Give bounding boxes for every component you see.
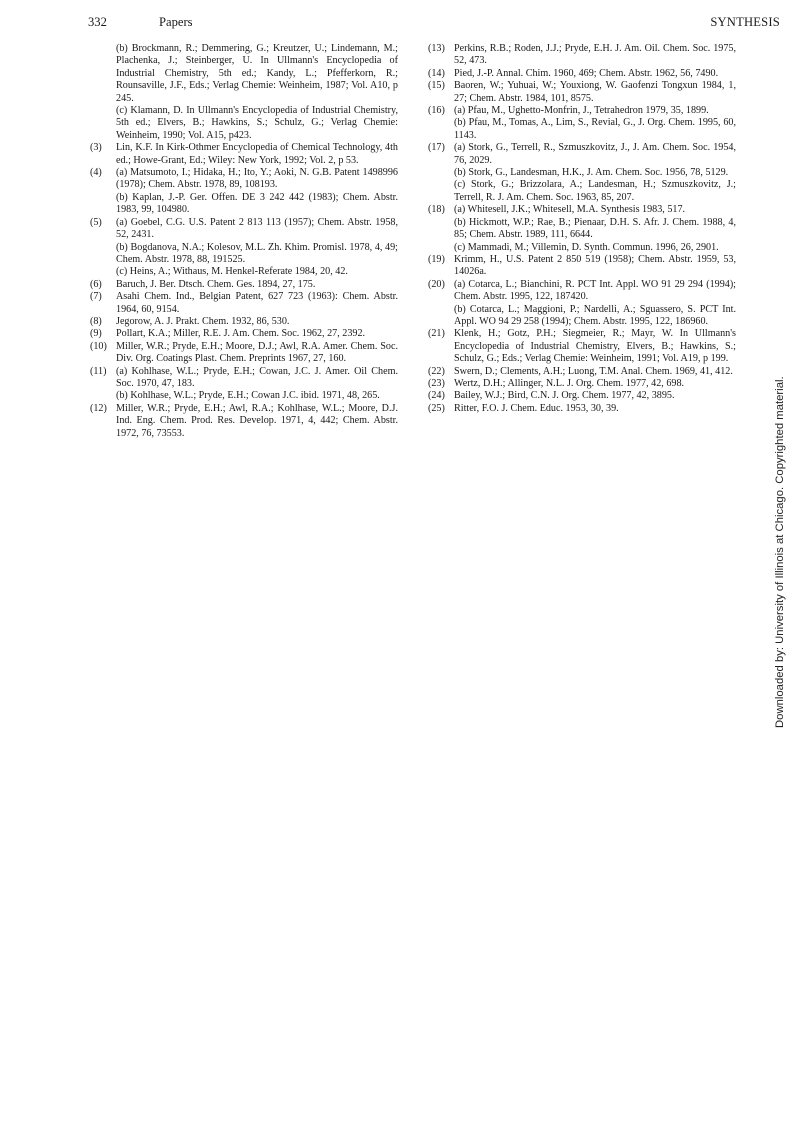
reference-text: (a) Whitesell, J.K.; Whitesell, M.A. Synthesis 1983, 517. bbox=[454, 204, 686, 216]
reference-entry bbox=[90, 403, 398, 440]
reference-body bbox=[454, 142, 736, 204]
reference-number: (15) bbox=[428, 80, 445, 92]
references-right-column bbox=[428, 43, 736, 415]
reference-text: Asahi Chem. Ind., Belgian Patent, 627 723 (1963): Chem. Abstr. 1964, 60, 9154. bbox=[116, 291, 398, 315]
reference-entry bbox=[90, 279, 398, 291]
reference-body bbox=[454, 105, 736, 142]
reference-text: Bailey, W.J.; Bird, C.N. J. Org. Chem. 1977, 42, 3895. bbox=[454, 390, 675, 402]
reference-body bbox=[454, 68, 736, 80]
reference-text: (c) Heins, A.; Withaus, M. Henkel-Referate 1984, 20, 42. bbox=[116, 266, 348, 278]
reference-body bbox=[454, 43, 736, 68]
reference-body bbox=[116, 43, 398, 142]
reference-entry bbox=[428, 80, 736, 105]
section-title: Papers bbox=[159, 15, 193, 29]
reference-entry bbox=[90, 328, 398, 340]
references-left-column bbox=[90, 43, 398, 440]
reference-text: Baruch, J. Ber. Dtsch. Chem. Ges. 1894, 27, 175. bbox=[116, 278, 316, 290]
reference-body bbox=[116, 167, 398, 217]
reference-text: (a) Goebel, C.G. U.S. Patent 2 813 113 (1957); Chem. Abstr. 1958, 52, 2431. bbox=[116, 216, 398, 241]
reference-number: (13) bbox=[428, 43, 445, 54]
reference-number: (20) bbox=[428, 278, 445, 290]
reference-entry bbox=[428, 390, 736, 402]
reference-number bbox=[90, 43, 116, 142]
reference-number: (16) bbox=[428, 105, 445, 117]
reference-entry bbox=[428, 328, 736, 365]
reference-number: (5) bbox=[90, 216, 102, 228]
reference-number: (12) bbox=[90, 402, 107, 414]
reference-entry bbox=[90, 167, 398, 217]
reference-body bbox=[454, 378, 736, 390]
reference-text: Miller, W.R.; Pryde, E.H.; Awl, R.A.; Kohlhase, W.L.; Moore, D.J. Ind. Eng. Chem. Prod. Res. Develop. 1971, 4, 442; Chem. Abstr. 1972, 76, 73553. bbox=[116, 402, 398, 439]
reference-text: (b) Bogdanova, N.A.; Kolesov, M.L. Zh. Khim. Promisl. 1978, 4, 49; Chem. Abstr. 1978, 88, 191525. bbox=[116, 241, 398, 265]
reference-text: (b) Stork, G., Landesman, H.K., J. Am. Chem. Soc. 1956, 78, 5129. bbox=[454, 167, 729, 179]
reference-text: (c) Klamann, D. In Ullmann's Encyclopedia of Industrial Chemistry, 5th ed.; Elvers, B.; Hawkins, S.; Schulz, G.; Verlag Chemie: Weinheim, 1990; Vol. A15, p423. bbox=[116, 105, 398, 141]
reference-text: (b) Kaplan, J.-P. Ger. Offen. DE 3 242 442 (1983); Chem. Abstr. 1983, 99, 104980. bbox=[116, 191, 398, 216]
reference-number: (4) bbox=[90, 167, 102, 179]
reference-text: (a) Matsumoto, I.; Hidaka, H.; Ito, Y.; Aoki, N. G.B. Patent 1498996 (1978); Chem. Abstr. 1978, 89, 108193. bbox=[116, 167, 398, 191]
reference-entry bbox=[428, 403, 736, 415]
reference-body bbox=[454, 390, 736, 402]
reference-body bbox=[116, 279, 398, 291]
download-watermark: Downloaded by: University of Illinois at Chicago. Copyrighted material. bbox=[774, 376, 786, 728]
reference-entry bbox=[428, 378, 736, 390]
reference-entry bbox=[90, 316, 398, 328]
reference-number: (8) bbox=[90, 315, 102, 327]
reference-number: (25) bbox=[428, 402, 445, 414]
reference-text: Perkins, R.B.; Roden, J.J.; Pryde, E.H. J. Am. Oil. Chem. Soc. 1975, 52, 473. bbox=[454, 43, 736, 67]
reference-entry bbox=[428, 68, 736, 80]
reference-text: (a) Stork, G., Terrell, R., Szmuszkovitz, J., J. Am. Chem. Soc. 1954, 76, 2029. bbox=[454, 142, 736, 166]
reference-text: (c) Stork, G.; Brizzolara, A.; Landesman, H.; Szmuszkovitz, J.; Terrell, R. J. Am. Chem. Soc. 1963, 85, 207. bbox=[454, 179, 736, 203]
reference-text: (a) Cotarca, L.; Bianchini, R. PCT Int. Appl. WO 91 29 294 (1994); Chem. Abstr. 1995, 122, 187420. bbox=[454, 278, 736, 303]
reference-number: (17) bbox=[428, 142, 445, 154]
reference-body bbox=[116, 403, 398, 440]
reference-number: (10) bbox=[90, 340, 107, 352]
reference-body bbox=[116, 341, 398, 366]
reference-body bbox=[454, 254, 736, 279]
reference-body bbox=[116, 291, 398, 316]
reference-text: (a) Pfau, M., Ughetto-Monfrin, J., Tetrahedron 1979, 35, 1899. bbox=[454, 105, 709, 117]
reference-text: Ritter, F.O. J. Chem. Educ. 1953, 30, 39. bbox=[454, 402, 619, 414]
reference-number: (22) bbox=[428, 365, 445, 377]
reference-body bbox=[454, 366, 736, 378]
reference-body bbox=[116, 316, 398, 328]
reference-text: Lin, K.F. In Kirk-Othmer Encyclopedia of Chemical Technology, 4th ed.; Howe-Grant, Ed.; Wiley: New York, 1992; Vol. 2, p 53. bbox=[116, 142, 398, 166]
reference-number: (6) bbox=[90, 278, 102, 290]
reference-body bbox=[454, 80, 736, 105]
reference-number: (21) bbox=[428, 328, 445, 340]
journal-name: SYNTHESIS bbox=[710, 15, 780, 29]
reference-number: (23) bbox=[428, 377, 445, 389]
reference-entry bbox=[90, 341, 398, 366]
reference-text: (b) Cotarca, L.; Maggioni, P.; Nardelli, A.; Sguassero, S. PCT Int. Appl. WO 94 29 258 (1994); Chem. Abstr. 1995, 122, 186960. bbox=[454, 303, 736, 327]
reference-number: (11) bbox=[90, 365, 107, 377]
reference-text: Klenk, H.; Gotz, P.H.; Siegmeier, R.; Mayr, W. In Ullmann's Encyclopedia of Industrial Chemistry, Elvers, B.; Hawkins, S.; Schulz, G.; Eds.; Verlag Chemie: Weinheim, 1991; Vol. A19, p 199. bbox=[454, 328, 736, 365]
reference-entry bbox=[428, 279, 736, 329]
reference-entry bbox=[428, 105, 736, 142]
reference-entry bbox=[90, 142, 398, 167]
reference-text: Jegorow, A. J. Prakt. Chem. 1932, 86, 530. bbox=[116, 315, 290, 327]
reference-text: Krimm, H., U.S. Patent 2 850 519 (1958); Chem. Abstr. 1959, 53, 14026a. bbox=[454, 253, 736, 278]
reference-number: (24) bbox=[428, 390, 445, 402]
reference-entry bbox=[428, 43, 736, 68]
reference-number: (7) bbox=[90, 291, 102, 303]
reference-number: (9) bbox=[90, 328, 102, 340]
reference-entry bbox=[428, 204, 736, 254]
reference-body bbox=[116, 142, 398, 167]
reference-text: Swern, D.; Clements, A.H.; Luong, T.M. Anal. Chem. 1969, 41, 412. bbox=[454, 365, 733, 377]
page-number: 332 bbox=[88, 15, 107, 29]
reference-entry bbox=[90, 43, 398, 142]
reference-entry bbox=[90, 366, 398, 403]
reference-body bbox=[454, 403, 736, 415]
reference-number: (18) bbox=[428, 204, 445, 216]
reference-number: (14) bbox=[428, 67, 445, 79]
reference-entry bbox=[428, 366, 736, 378]
reference-text: Wertz, D.H.; Allinger, N.L. J. Org. Chem. 1977, 42, 698. bbox=[454, 377, 685, 389]
reference-body bbox=[454, 279, 736, 329]
reference-text: Pollart, K.A.; Miller, R.E. J. Am. Chem. Soc. 1962, 27, 2392. bbox=[116, 328, 366, 340]
reference-text: Miller, W.R.; Pryde, E.H.; Moore, D.J.; Awl, R.A. Amer. Chem. Soc. Div. Org. Coatings Plast. Chem. Preprints 1967, 27, 160. bbox=[116, 340, 398, 365]
reference-text: (b) Hickmott, W.P.; Rae, B.; Pienaar, D.H. S. Afr. J. Chem. 1988, 4, 85; Chem. Abstr. 1989, 111, 6644. bbox=[454, 216, 736, 241]
page-header bbox=[88, 15, 780, 31]
reference-entry bbox=[428, 142, 736, 204]
reference-text: Baoren, W.; Yuhuai, W.; Youxiong, W. Gaofenzi Tongxun 1984, 1, 27; Chem. Abstr. 1984, 101, 8575. bbox=[454, 80, 736, 104]
reference-text: (b) Kohlhase, W.L.; Pryde, E.H.; Cowan J.C. ibid. 1971, 48, 265. bbox=[116, 390, 380, 402]
reference-text: Pied, J.-P. Annal. Chim. 1960, 469; Chem. Abstr. 1962, 56, 7490. bbox=[454, 67, 719, 79]
reference-body bbox=[454, 204, 736, 254]
reference-text: (a) Kohlhase, W.L.; Pryde, E.H.; Cowan, J.C. J. Amer. Oil Chem. Soc. 1970, 47, 183. bbox=[116, 365, 398, 389]
reference-text: (b) Brockmann, R.; Demmering, G.; Kreutzer, U.; Lindemann, M.; Plachenka, J.; Steinberger, U. In Ullmann's Encyclopedia of Industrial Chemistry, 5th ed.; Kandy, L.; Pfefferkorn, R.; Rounsaville, J.F., Eds.; Verlag Chemie: Weinheim, 1987; Vol. A10, p 245. bbox=[116, 43, 398, 104]
reference-number: (19) bbox=[428, 253, 445, 265]
reference-entry bbox=[428, 254, 736, 279]
reference-text: (c) Mammadi, M.; Villemin, D. Synth. Commun. 1996, 26, 2901. bbox=[454, 241, 719, 253]
reference-entry bbox=[90, 291, 398, 316]
reference-body bbox=[116, 366, 398, 403]
reference-number: (3) bbox=[90, 142, 102, 154]
reference-body bbox=[454, 328, 736, 365]
reference-text: (b) Pfau, M., Tomas, A., Lim, S., Revial, G., J. Org. Chem. 1995, 60, 1143. bbox=[454, 117, 736, 141]
reference-body bbox=[116, 328, 398, 340]
reference-body bbox=[116, 217, 398, 279]
reference-entry bbox=[90, 217, 398, 279]
